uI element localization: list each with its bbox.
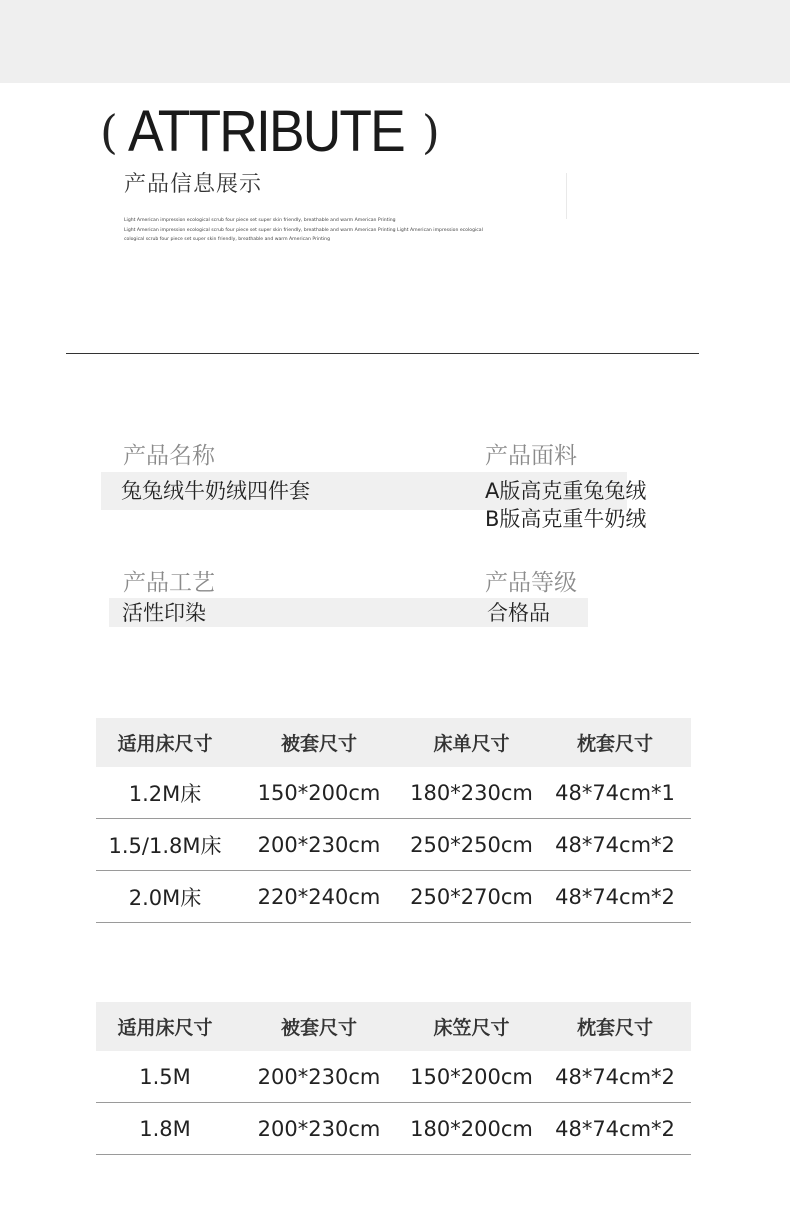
size-table-fitted [96, 1002, 691, 1155]
tagline-line: Light American impression ecological scrub four piece set super skin friendly, breathable and warm American Printing [124, 218, 396, 223]
tagline-line: Light American impression ecological scrub four piece set super skin friendly, breathable and warm American Printing Light American impression ecological [124, 227, 483, 233]
section-divider [66, 353, 699, 354]
table-cell: 48*74cm*2 [555, 1116, 675, 1141]
header-cell: 床笠尺寸 [433, 1017, 510, 1039]
material-label: 产品面料 [485, 443, 577, 469]
table-cell: 250*270cm [410, 884, 533, 909]
table-cell: 1.5/1.8M床 [108, 833, 222, 858]
table-cell: 48*74cm*1 [555, 780, 675, 805]
product-name-value: 兔兔绒牛奶绒四件套 [121, 479, 310, 503]
table-cell: 48*74cm*2 [555, 1064, 675, 1089]
table-cell: 180*230cm [410, 780, 533, 805]
attribute-title [100, 100, 440, 164]
table-cell: 2.0M床 [128, 885, 202, 910]
material-value-b: B版高克重牛奶绒 [485, 507, 647, 531]
table-row [96, 871, 691, 923]
header-cell: 枕套尺寸 [576, 733, 653, 755]
table-header [96, 1002, 691, 1051]
header-cell: 枕套尺寸 [576, 1017, 653, 1039]
header-cell: 床单尺寸 [433, 733, 510, 755]
table-cell: 48*74cm*2 [555, 884, 675, 909]
page-subtitle: 产品信息展示 [124, 172, 263, 197]
product-name-label: 产品名称 [123, 443, 215, 469]
header-cell: 被套尺寸 [280, 1017, 357, 1039]
header-cell: 被套尺寸 [280, 733, 357, 755]
tagline-line: cological scrub four piece set super skin friendly, breathable and warm American Printing [124, 237, 330, 242]
table-row [96, 767, 691, 819]
table-cell: 200*230cm [257, 832, 381, 857]
process-value: 活性印染 [122, 601, 206, 625]
material-value-a: A版高克重兔兔绒 [485, 479, 647, 503]
table-row [96, 1103, 691, 1155]
divider-mark [566, 173, 567, 219]
table-row [96, 819, 691, 871]
paren-close: ) [421, 105, 440, 159]
paren-open: ( [100, 105, 118, 159]
table-cell: 1.5M [139, 1064, 191, 1089]
top-band [0, 0, 790, 83]
table-cell: 220*240cm [257, 884, 381, 909]
grade-value: 合格品 [487, 601, 550, 625]
table-cell: 150*200cm [257, 780, 381, 805]
header-cell: 适用床尺寸 [117, 733, 213, 755]
table-cell: 250*250cm [410, 832, 533, 857]
size-table-sheet [96, 718, 691, 923]
process-label: 产品工艺 [123, 570, 215, 596]
table-cell: 150*200cm [410, 1064, 533, 1089]
table-header [96, 718, 691, 767]
table-row [96, 1051, 691, 1103]
table-cell: 180*200cm [410, 1116, 533, 1141]
table-cell: 200*230cm [257, 1064, 381, 1089]
title-text: ATTRIBUTE [127, 99, 404, 164]
tagline [124, 216, 484, 245]
table-cell: 200*230cm [257, 1116, 381, 1141]
header-cell: 适用床尺寸 [117, 1017, 213, 1039]
table-cell: 1.2M床 [128, 781, 202, 806]
table-cell: 48*74cm*2 [555, 832, 675, 857]
table-cell: 1.8M [139, 1116, 191, 1141]
grade-label: 产品等级 [485, 570, 577, 596]
